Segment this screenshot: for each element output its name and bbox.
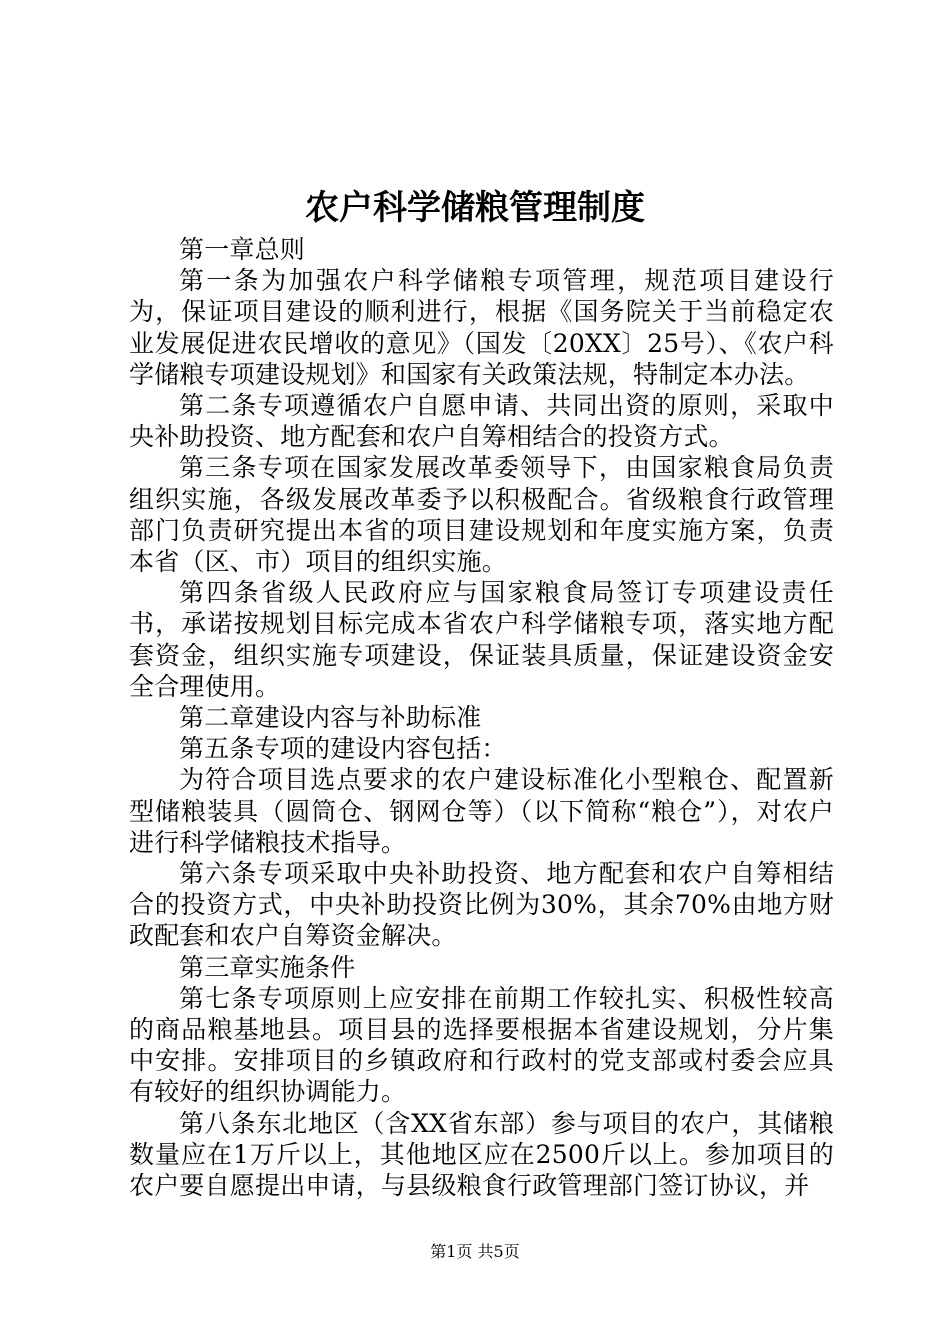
article-paragraph: 第六条专项采取中央补助投资、地方配套和农户自筹相结合的投资方式，中央补助投资比例为30%，其余70%由地方财政配套和农户自筹资金解决。	[129, 859, 834, 951]
article-paragraph: 第四条省级人民政府应与国家粮食局签订专项建设责任书，承诺按规划目标完成本省农户科学储粮专项，落实地方配套资金，组织实施专项建设，保证装具质量，保证建设资金安全合理使用。	[129, 578, 834, 701]
article-paragraph: 第一条为加强农户科学储粮专项管理，规范项目建设行为，保证项目建设的顺利进行，根据《国务院关于当前稳定农业发展促进农民增收的意见》（国发〔20XX〕25号）、《农户科学储粮专项建设规划》和国家有关政策法规，特制定本办法。	[129, 266, 834, 389]
article-paragraph: 第八条东北地区（含XX省东部）参与项目的农户，其储粮数量应在1万斤以上，其他地区应在2500斤以上。参加项目的农户要自愿提出申请，与县级粮食行政管理部门签订协议，并	[129, 1108, 834, 1201]
article-paragraph: 第七条专项原则上应安排在前期工作较扎实、积极性较高的商品粮基地县。项目县的选择要根据本省建设规划，分片集中安排。安排项目的乡镇政府和行政村的党支部或村委会应具有较好的组织协调能力。	[129, 983, 834, 1107]
chapter-heading: 第二章建设内容与补助标准	[179, 703, 482, 733]
article-paragraph: 第三条专项在国家发展改革委领导下，由国家粮食局负责组织实施，各级发展改革委予以积极配合。省级粮食行政管理部门负责研究提出本省的项目建设规划和年度实施方案，负责本省（区、市）项目的组织实施。	[129, 453, 834, 577]
document-body	[129, 234, 834, 1201]
document-title: 农户科学储粮管理制度	[305, 188, 645, 228]
chapter-heading: 第一章总则	[179, 235, 306, 264]
page-number-footer: 第1页 共5页	[430, 1242, 520, 1261]
chapter-heading: 第三章实施条件	[179, 952, 356, 982]
article-paragraph: 为符合项目选点要求的农户建设标准化小型粮仓、配置新型储粮装具（圆筒仓、钢网仓等）（以下简称“粮仓”），对农户进行科学储粮技术指导。	[129, 765, 834, 857]
article-paragraph: 第五条专项的建设内容包括：	[179, 734, 507, 764]
article-paragraph: 第二条专项遵循农户自愿申请、共同出资的原则，采取中央补助投资、地方配套和农户自筹相结合的投资方式。	[129, 391, 834, 452]
